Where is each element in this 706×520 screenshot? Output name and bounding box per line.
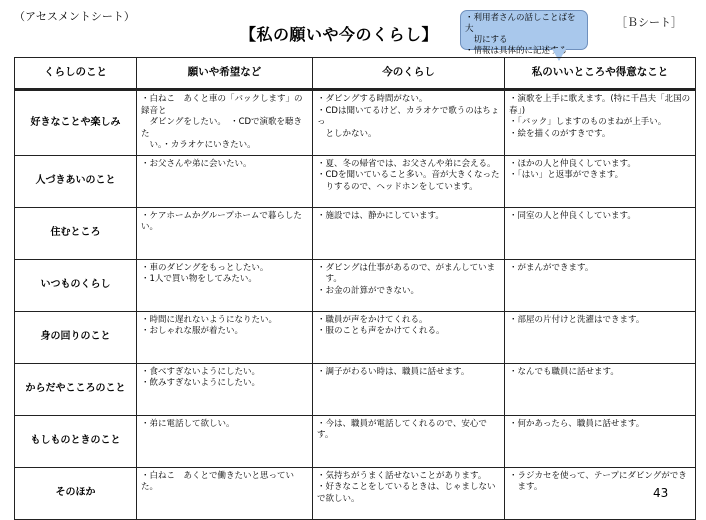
table-row [15,207,696,259]
table-row [15,415,696,467]
page-title: 【私の願いや今のくらし】 [240,25,439,44]
col-header-current-life: 今のくらし [313,58,505,90]
note-line: ・情報は具体的に記述する [465,46,568,56]
current-life-cell [313,363,505,415]
cell-line: ・何かあったら、職員に話せます。 [509,418,645,429]
cell-line: ・飲みすぎないようにしたい。 [141,378,261,388]
cell-line: ・「はい」と返事ができます。 [509,170,624,180]
wish-cell [137,467,313,519]
current-life-cell [313,155,505,207]
cell-line: ・「バック」しますのものまねが上手い。 [509,117,667,127]
col-header-category: くらしのこと [15,58,137,90]
cell-line: ・調子がわるい時は、職員に話せます。 [317,366,470,377]
row-label: 身の回りのこと [15,311,137,363]
row-label: 好きなことや楽しみ [15,90,137,156]
wish-cell [137,90,313,156]
cell-line: ダビングをしたい。 ・CDで演歌を聴きた [141,117,303,139]
current-life-cell [313,90,505,156]
cell-line: ます。 [509,482,543,492]
table-row [15,259,696,311]
wish-cell [137,363,313,415]
sheet-label: ［Ｂシート］ [616,16,682,29]
cell-line: ・お金の計算ができない。 [317,285,420,296]
cell-line: ・1人で買い物をしてみたい。 [141,274,257,284]
wish-cell [137,415,313,467]
col-header-strengths: 私のいいところや得意なこと [505,58,696,90]
cell-line: ・部屋の片付けと洗濯はできます。 [509,314,645,325]
current-life-cell [313,259,505,311]
wish-cell [137,155,313,207]
row-label: もしものときのこと [15,415,137,467]
cell-line: い。・カラオケにいきたい。 [141,140,256,150]
note-callout [460,10,588,56]
wish-cell [137,311,313,363]
cell-line: ・同室の人と仲良くしています。 [509,210,636,221]
current-life-cell [313,467,505,519]
strength-cell [505,363,696,415]
wish-cell [137,259,313,311]
cell-line: ・今は、職員が電話してくれるので、安心です。 [317,418,487,440]
current-life-cell [313,415,505,467]
cell-line: ・なんでも職員に話せます。 [509,366,619,377]
cell-line: ・車のダビングをもっとしたい。 [141,262,269,273]
col-header-wishes: 願いや希望など [137,58,313,90]
row-label: 住むところ [15,207,137,259]
cell-line: りするので、ヘッドホンをしています。 [317,181,478,192]
cell-line: ・施設では、静かにしています。 [317,210,444,221]
row-label: からだやこころのこと [15,363,137,415]
cell-line: ・絵を描くのがすきです。 [509,128,611,139]
cell-line: ・職員が声をかけてくれる。 [317,314,428,325]
cell-line: ・時間に遅れないようになりたい。 [141,314,278,325]
sheet-tag: （アセスメントシート） [14,10,135,23]
current-life-cell [313,207,505,259]
note-line: 切にする [465,35,508,45]
cell-line: ・ほかの人と仲良くしています。 [509,158,636,169]
cell-line: ・白ねこ あくと車の「バックします」の録音と [141,94,303,116]
table-row [15,467,696,519]
cell-line: ・お父さんや弟に会いたい。 [141,158,252,169]
strength-cell [505,415,696,467]
cell-line: ・ダビングは仕事があるので、がまんしていま [317,262,496,273]
strength-cell [505,90,696,156]
strength-cell [505,207,696,259]
table-row [15,155,696,207]
page-number: 43 [653,486,669,500]
cell-line: ・ケアホームかグループホームで暮らしたい。 [141,210,302,232]
cell-line: ・好きなことをしているときは、じゃましないで欲しい。 [317,482,496,504]
assessment-table [14,57,696,520]
cell-line: す。 [317,274,342,284]
row-label: いつものくらし [15,259,137,311]
cell-line: ・食べすぎないようにしたい。 [141,366,261,377]
table-row [15,363,696,415]
row-label: 人づきあいのこと [15,155,137,207]
table-row [15,90,696,156]
cell-line: ・服のことも声をかけてくれる。 [317,326,445,336]
strength-cell [505,311,696,363]
cell-line: ・ラジカセを使って、テープにダビングができ [509,470,687,481]
cell-line: ・夏、冬の帰省では、お父さんや弟に会える。 [317,158,496,169]
wish-cell [137,207,313,259]
strength-cell [505,155,696,207]
table-header-row [15,58,696,90]
cell-line: ・がまんができます。 [509,262,594,273]
cell-line: ・演歌を上手に歌えます。(特に千昌夫「北国の春」) [509,94,691,116]
cell-line: ・気持ちがうまく話せないことがあります。 [317,470,487,481]
table-row [15,311,696,363]
note-line: ・利用者さんの話しことばを大 [465,13,576,34]
cell-line: ・白ねこ あくとで働きたいと思っていた。 [141,470,295,492]
row-label: そのほか [15,467,137,519]
cell-line: としかない。 [317,128,377,139]
cell-line: ・CDは聞いてるけど、カラオケで歌うのはちょっ [317,105,500,127]
cell-line: ・弟に電話して欲しい。 [141,418,235,429]
cell-line: ・おしゃれな服が着たい。 [141,326,244,336]
strength-cell [505,259,696,311]
cell-line: ・CDを聞いていること多い。音が大きくなった [317,170,500,180]
cell-line: ・ダビングする時間がない。 [317,94,428,104]
current-life-cell [313,311,505,363]
